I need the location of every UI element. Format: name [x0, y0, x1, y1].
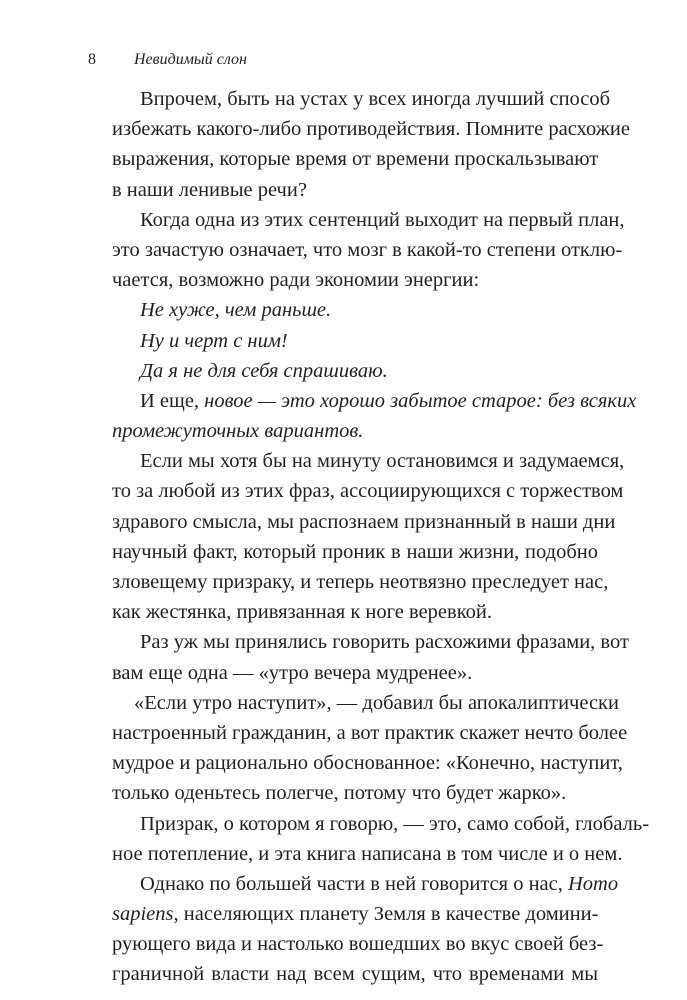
text-line: здравого смысла, мы распознаем признанный в наши дни	[112, 510, 616, 533]
text-line: выражения, которые время от времени проскальзывают	[112, 148, 599, 171]
text-line: sapiens, населяющих планету Земля в качестве домини-	[112, 903, 599, 926]
text-line: Призрак, о котором я говорю, — это, само собой, глобаль-	[140, 812, 650, 835]
text-line: Если мы хотя бы на минуту остановимся и задумаемся,	[140, 450, 625, 473]
quote-line: Да я не для себя спрашиваю.	[140, 359, 388, 382]
text-line: рующего вида и настолько вошедших во вкус своей без-	[112, 933, 604, 956]
page-number: 8	[88, 51, 96, 68]
text-line: в наши ленивые речи?	[112, 178, 307, 201]
text-line: промежуточных вариантов.	[112, 420, 364, 443]
text-line: избежать какого-либо противодействия. Помните расхожие	[112, 118, 630, 141]
quote-line: Не хуже, чем раньше.	[140, 299, 332, 322]
text-line: это зачастую означает, что мозг в какой-то степени отклю-	[112, 238, 623, 261]
text-line: Впрочем, быть на устах у всех иногда лучший способ	[140, 88, 611, 110]
running-head	[88, 50, 247, 70]
text-line: Когда одна из этих сентенций выходит на первый план,	[140, 208, 625, 231]
text-line: только оденьтесь полегче, потому что будет жарко».	[112, 782, 567, 805]
text-line: «Если утро наступит», — добавил бы апокалиптически	[134, 691, 619, 714]
text-line: чается, возможно ради экономии энергии:	[112, 269, 480, 292]
book-title: Невидимый слон	[134, 51, 247, 68]
text-line: Однако по большей части в ней говорится о нас, Homo	[140, 872, 619, 895]
text-line: научный факт, который проник в наши жизни, подобно	[112, 540, 598, 563]
text-line: граничной власти над всем сущим, что временами мы	[112, 963, 598, 986]
text-line: ное потепление, и эта книга написана в том числе и о нем.	[112, 842, 623, 865]
text-line: зловещему призраку, и теперь неотвязно преследует нас,	[112, 571, 609, 593]
text-line: И еще, новое — это хорошо забытое старое: без всяких	[140, 389, 637, 412]
text-line: настроенный гражданин, а вот практик скажет нечто более	[112, 721, 628, 744]
body-text	[112, 84, 650, 990]
text-line: то за любой из этих фраз, ассоциирующихся с торжеством	[112, 480, 624, 503]
text-line: как жестянка, привязанная к ноге веревкой.	[112, 601, 492, 624]
quote-line: Ну и черт с ним!	[140, 329, 288, 352]
text-line: мудрое и рационально обоснованное: «Конечно, наступит,	[112, 752, 623, 775]
text-line: вам еще одна — «утро вечера мудренее».	[112, 661, 473, 684]
text-line: Раз уж мы принялись говорить расхожими фразами, вот	[140, 631, 629, 654]
